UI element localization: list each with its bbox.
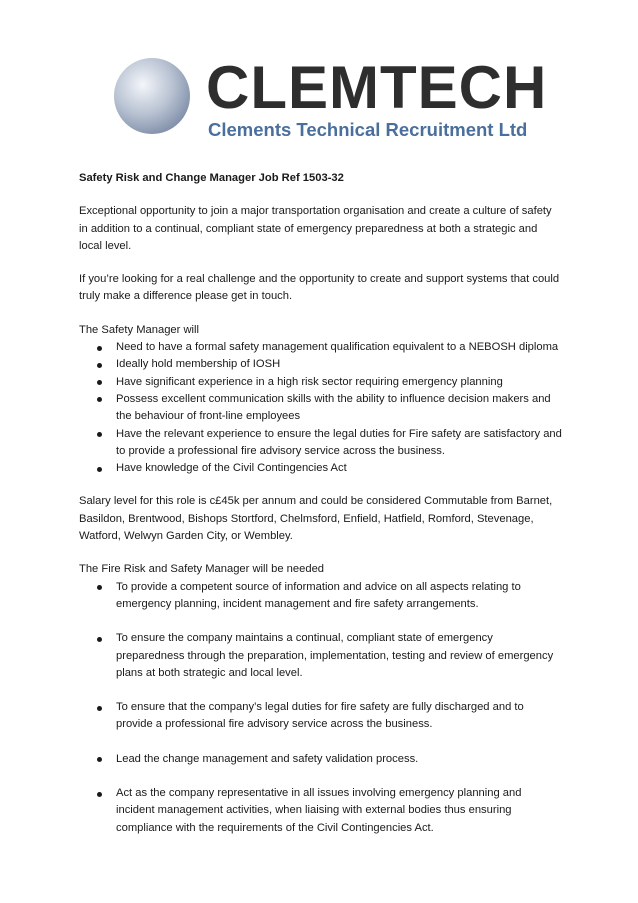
list-item: [79, 630, 563, 682]
clemtech-logo: [78, 22, 562, 168]
job-title: Safety Risk and Change Manager Job Ref 1503-32: [79, 172, 344, 184]
logo-wordmark: CLEMTECH: [206, 54, 548, 121]
requirements-heading: The Safety Manager will: [79, 323, 200, 336]
bullet-icon: [97, 397, 102, 402]
list-item-text: To ensure that the company’s legal duties for fire safety are fully discharged and to provide a professional fire advisory service across the business.: [116, 701, 524, 731]
list-item-text: Have the relevant experience to ensure the legal duties for Fire safety are satisfactory and to provide a professional fire advisory service across the business.: [116, 427, 562, 457]
duties-list: [79, 579, 563, 837]
list-item-text: Act as the company representative in all issues involving emergency planning and incident management activities, when liaising with external bodies thus ensuring compliance with the requirements of the Civil Contingencies Act.: [116, 787, 522, 834]
list-item: [79, 374, 563, 391]
logo-graphic: [78, 22, 562, 168]
challenge-paragraph: If you’re looking for a real challenge and the opportunity to create and support systems that could truly make a difference please get in touch.: [79, 273, 560, 303]
list-item: [79, 751, 563, 768]
salary-paragraph: Salary level for this role is c£45k per annum and could be considered Commutable from Barnet, Basildon, Brentwood, Bishops Stortford, Chelmsford, Enfield, Hatfield, Romford, Stevenage, Watford, Welwyn Garden City, or Wembley.: [79, 495, 553, 543]
bullet-icon: [97, 467, 102, 472]
list-item: [79, 785, 563, 837]
bullet-icon: [97, 585, 102, 590]
list-item-text: To ensure the company maintains a continual, compliant state of emergency preparedness through the preparation, implementation, testing and review of emergency plans at both strategic and local level.: [116, 632, 554, 679]
list-item-text: Lead the change management and safety validation process.: [116, 752, 419, 765]
list-item: [79, 460, 563, 477]
bullet-icon: [97, 706, 102, 711]
logo-tagline: Clements Technical Recruitment Ltd: [208, 119, 528, 140]
list-item-text: Need to have a formal safety management qualification equivalent to a NEBOSH diploma: [116, 341, 559, 354]
list-item: [79, 699, 563, 734]
bullet-icon: [97, 380, 102, 385]
bullet-icon: [97, 346, 102, 351]
list-item: [79, 426, 563, 461]
requirements-list: [79, 339, 563, 477]
bullet-icon: [97, 792, 102, 797]
list-item-text: Ideally hold membership of IOSH: [116, 358, 281, 371]
bullet-icon: [97, 432, 102, 437]
job-advert-body: [79, 170, 563, 853]
list-item-text: Have significant experience in a high risk sector requiring emergency planning: [116, 375, 503, 388]
list-item-text: Possess excellent communication skills with the ability to influence decision makers and the behaviour of front-line employees: [116, 392, 551, 423]
list-item: [79, 356, 563, 373]
duties-heading: The Fire Risk and Safety Manager will be needed: [79, 563, 325, 576]
bullet-icon: [97, 363, 102, 368]
list-item: [79, 391, 563, 426]
bullet-icon: [97, 757, 102, 762]
logo-sphere-shape: [114, 58, 190, 134]
list-item-text: To provide a competent source of information and advice on all aspects relating to emergency planning, incident management and fire safety arrangements.: [116, 580, 521, 610]
intro-paragraph: Exceptional opportunity to join a major transportation organisation and create a culture of safety in addition to a continual, compliant state of emergency preparedness at both a strategic and local level.: [79, 205, 552, 252]
list-item: [79, 339, 563, 356]
list-item-text: Have knowledge of the Civil Contingencies Act: [116, 462, 347, 475]
bullet-icon: [97, 637, 102, 642]
list-item: [79, 579, 563, 614]
